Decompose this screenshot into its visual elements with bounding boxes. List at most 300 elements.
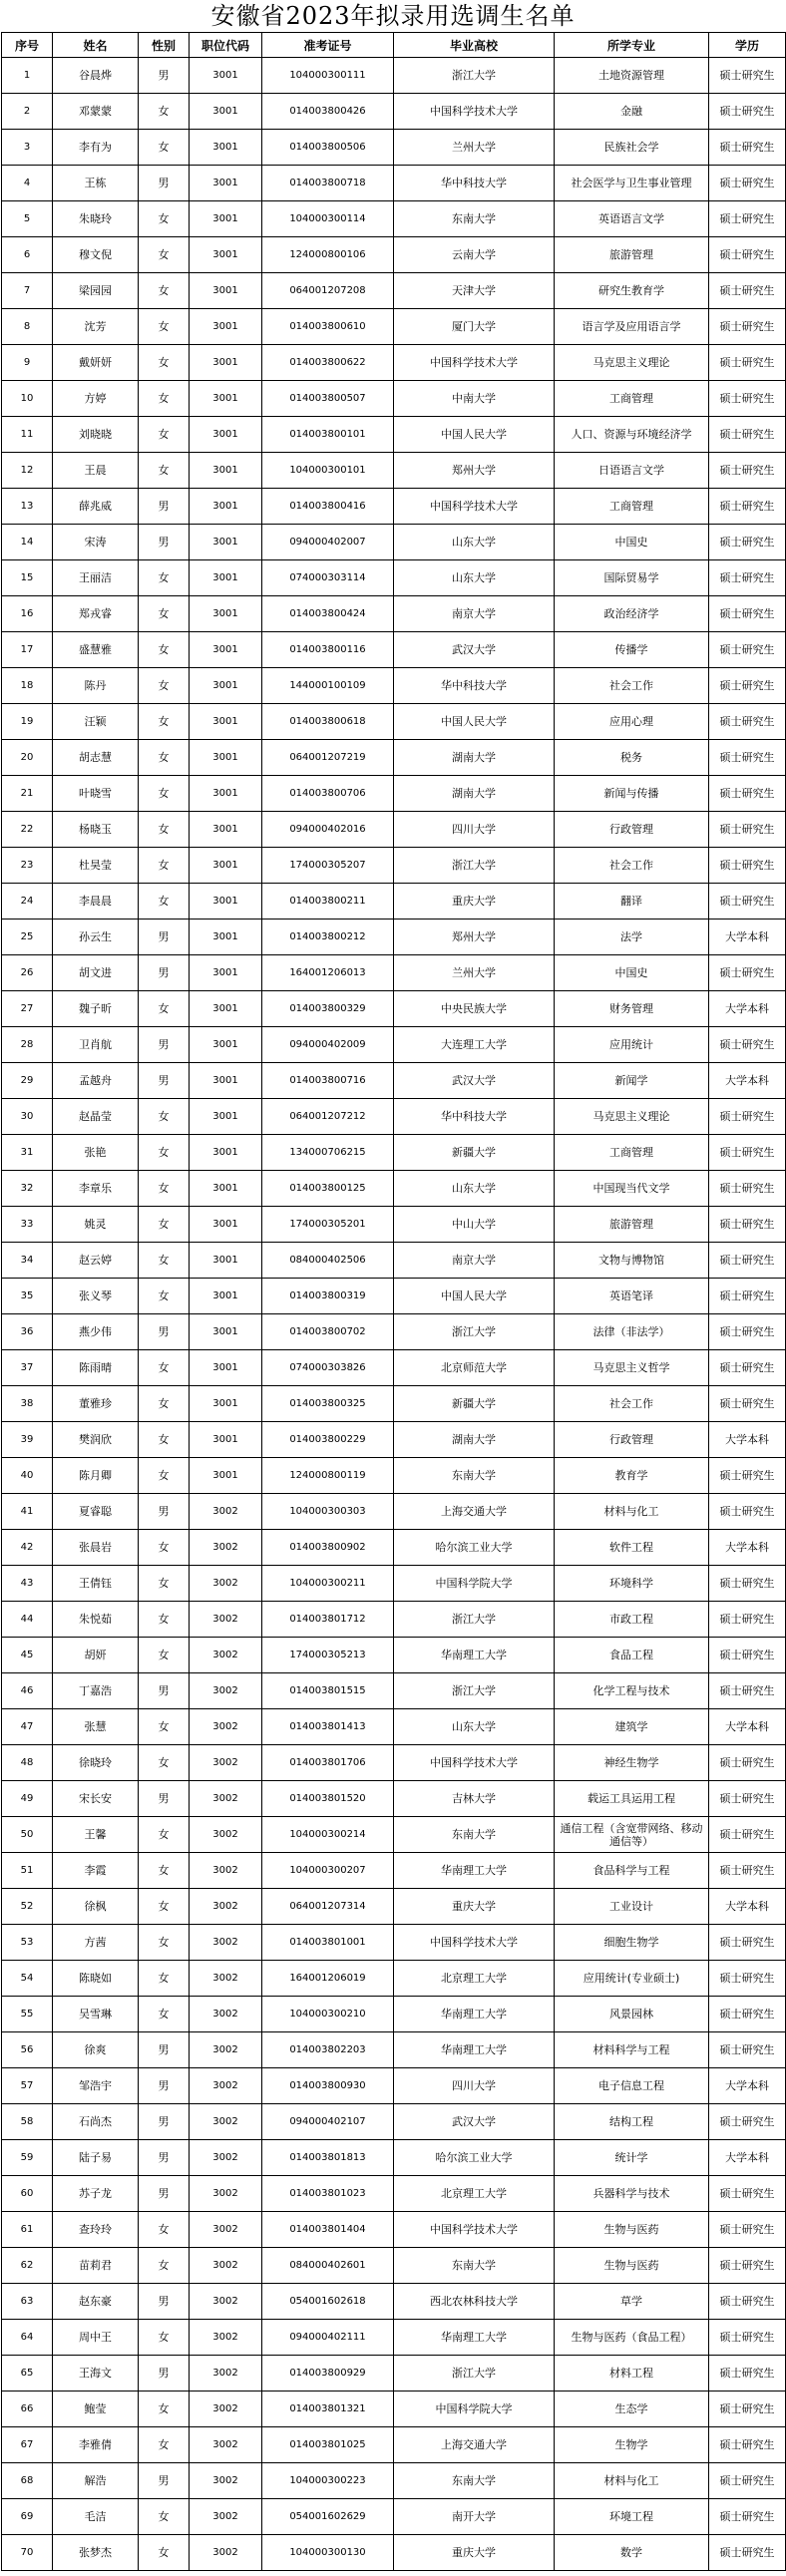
serial-cell: 40 — [2, 1458, 53, 1494]
degree-cell: 硕士研究生 — [709, 1566, 786, 1602]
position-code-cell: 3002 — [190, 1602, 262, 1638]
gender-cell: 女 — [139, 1207, 190, 1243]
major-cell: 软件工程 — [555, 1530, 709, 1566]
degree-cell: 硕士研究生 — [709, 776, 786, 812]
serial-cell: 46 — [2, 1673, 53, 1709]
degree-cell: 大学本科 — [709, 991, 786, 1027]
gender-cell: 男 — [139, 58, 190, 94]
university-cell: 山东大学 — [394, 560, 555, 596]
table-row — [2, 776, 786, 812]
degree-cell: 硕士研究生 — [709, 596, 786, 632]
table-row — [2, 1961, 786, 1997]
degree-cell: 大学本科 — [709, 2068, 786, 2104]
table-row — [2, 1602, 786, 1638]
name-cell: 张艳 — [53, 1135, 139, 1171]
serial-cell: 17 — [2, 632, 53, 668]
exam-id-cell: 104000300223 — [262, 2463, 394, 2499]
major-cell: 统计学 — [555, 2140, 709, 2176]
exam-id-cell: 014003800706 — [262, 776, 394, 812]
university-cell: 浙江大学 — [394, 1673, 555, 1709]
university-cell: 东南大学 — [394, 201, 555, 237]
major-cell: 税务 — [555, 740, 709, 776]
major-cell: 环境科学 — [555, 1566, 709, 1602]
position-code-cell: 3001 — [190, 668, 262, 704]
name-cell: 樊润欣 — [53, 1422, 139, 1458]
table-row — [2, 1997, 786, 2032]
position-code-cell: 3002 — [190, 2248, 262, 2284]
university-cell: 吉林大学 — [394, 1781, 555, 1817]
position-code-cell: 3001 — [190, 560, 262, 596]
position-code-cell: 3001 — [190, 1279, 262, 1314]
name-cell: 孙云生 — [53, 920, 139, 955]
table-row — [2, 166, 786, 201]
degree-cell: 硕士研究生 — [709, 1673, 786, 1709]
serial-cell: 55 — [2, 1997, 53, 2032]
exam-id-cell: 014003800929 — [262, 2356, 394, 2392]
major-cell: 工商管理 — [555, 381, 709, 417]
position-code-cell: 3001 — [190, 848, 262, 884]
name-cell: 赵云婷 — [53, 1243, 139, 1279]
serial-cell: 13 — [2, 489, 53, 525]
exam-id-cell: 014003800212 — [262, 920, 394, 955]
serial-cell: 67 — [2, 2427, 53, 2463]
table-row — [2, 812, 786, 848]
position-code-cell: 3001 — [190, 1458, 262, 1494]
degree-cell: 硕士研究生 — [709, 273, 786, 309]
serial-cell: 51 — [2, 1853, 53, 1889]
name-cell: 孟越舟 — [53, 1063, 139, 1099]
name-cell: 卫肖航 — [53, 1027, 139, 1063]
exam-id-cell: 014003800211 — [262, 884, 394, 920]
serial-cell: 49 — [2, 1781, 53, 1817]
name-cell: 王海文 — [53, 2356, 139, 2392]
table-row — [2, 920, 786, 955]
gender-cell: 女 — [139, 2499, 190, 2535]
degree-cell: 大学本科 — [709, 1422, 786, 1458]
table-row — [2, 1530, 786, 1566]
university-cell: 北京理工大学 — [394, 2176, 555, 2212]
position-code-cell: 3002 — [190, 1494, 262, 1530]
gender-cell: 女 — [139, 201, 190, 237]
exam-id-cell: 094000402016 — [262, 812, 394, 848]
exam-id-cell: 014003801515 — [262, 1673, 394, 1709]
exam-id-cell: 094000402007 — [262, 525, 394, 560]
degree-cell: 硕士研究生 — [709, 453, 786, 489]
exam-id-cell: 164001206013 — [262, 955, 394, 991]
major-cell: 神经生物学 — [555, 1745, 709, 1781]
major-cell: 中国史 — [555, 525, 709, 560]
degree-cell: 硕士研究生 — [709, 1602, 786, 1638]
university-cell: 郑州大学 — [394, 920, 555, 955]
name-cell: 杨晓玉 — [53, 812, 139, 848]
exam-id-cell: 104000300303 — [262, 1494, 394, 1530]
position-code-cell: 3002 — [190, 1817, 262, 1853]
university-cell: 中国科学技术大学 — [394, 345, 555, 381]
university-cell: 浙江大学 — [394, 1314, 555, 1350]
degree-cell: 硕士研究生 — [709, 1781, 786, 1817]
degree-cell: 硕士研究生 — [709, 1099, 786, 1135]
exam-id-header: 准考证号 — [262, 33, 394, 58]
serial-cell: 32 — [2, 1171, 53, 1207]
position-code-cell: 3002 — [190, 1709, 262, 1745]
major-cell: 通信工程（含宽带网络、移动通信等） — [555, 1817, 709, 1853]
degree-cell: 硕士研究生 — [709, 1997, 786, 2032]
major-cell: 应用统计 — [555, 1027, 709, 1063]
exam-id-cell: 014003800618 — [262, 704, 394, 740]
position-code-cell: 3001 — [190, 381, 262, 417]
serial-cell: 21 — [2, 776, 53, 812]
gender-cell: 女 — [139, 2320, 190, 2356]
gender-cell: 男 — [139, 525, 190, 560]
exam-id-cell: 174000305201 — [262, 1207, 394, 1243]
serial-cell: 54 — [2, 1961, 53, 1997]
degree-cell: 硕士研究生 — [709, 130, 786, 166]
university-cell: 华中科技大学 — [394, 668, 555, 704]
position-code-cell: 3001 — [190, 309, 262, 345]
gender-cell: 女 — [139, 1925, 190, 1961]
position-code-cell: 3001 — [190, 1171, 262, 1207]
gender-cell: 男 — [139, 2284, 190, 2320]
table-row — [2, 309, 786, 345]
position-code-cell: 3002 — [190, 1925, 262, 1961]
table-row — [2, 704, 786, 740]
table-row — [2, 991, 786, 1027]
table-row — [2, 955, 786, 991]
serial-cell: 29 — [2, 1063, 53, 1099]
major-cell: 旅游管理 — [555, 1207, 709, 1243]
exam-id-cell: 014003800101 — [262, 417, 394, 453]
name-cell: 魏子昕 — [53, 991, 139, 1027]
table-row — [2, 417, 786, 453]
gender-cell: 男 — [139, 2463, 190, 2499]
name-cell: 盛慧雅 — [53, 632, 139, 668]
serial-cell: 38 — [2, 1386, 53, 1422]
position-code-cell: 3001 — [190, 1350, 262, 1386]
table-row — [2, 884, 786, 920]
degree-header: 学历 — [709, 33, 786, 58]
table-row — [2, 2320, 786, 2356]
table-row — [2, 2535, 786, 2571]
serial-cell: 11 — [2, 417, 53, 453]
major-cell: 环境工程 — [555, 2499, 709, 2535]
table-row — [2, 596, 786, 632]
table-row — [2, 2176, 786, 2212]
name-cell: 丁嘉浩 — [53, 1673, 139, 1709]
university-cell: 浙江大学 — [394, 1602, 555, 1638]
university-cell: 中国科学技术大学 — [394, 94, 555, 130]
position-code-cell: 3002 — [190, 1638, 262, 1673]
name-cell: 陈丹 — [53, 668, 139, 704]
position-code-cell: 3002 — [190, 2427, 262, 2463]
serial-cell: 19 — [2, 704, 53, 740]
gender-cell: 女 — [139, 560, 190, 596]
university-cell: 山东大学 — [394, 525, 555, 560]
degree-cell: 硕士研究生 — [709, 237, 786, 273]
serial-cell: 12 — [2, 453, 53, 489]
serial-cell: 20 — [2, 740, 53, 776]
exam-id-cell: 014003800507 — [262, 381, 394, 417]
university-cell: 新疆大学 — [394, 1386, 555, 1422]
roster-table — [1, 32, 786, 2571]
university-cell: 华南理工大学 — [394, 1997, 555, 2032]
name-cell: 张义琴 — [53, 1279, 139, 1314]
exam-id-cell: 014003800610 — [262, 309, 394, 345]
position-code-header: 职位代码 — [190, 33, 262, 58]
gender-cell: 男 — [139, 1063, 190, 1099]
table-row — [2, 381, 786, 417]
serial-cell: 2 — [2, 94, 53, 130]
degree-cell: 硕士研究生 — [709, 1314, 786, 1350]
position-code-cell: 3001 — [190, 58, 262, 94]
university-cell: 中国科学院大学 — [394, 1566, 555, 1602]
name-cell: 解浩 — [53, 2463, 139, 2499]
position-code-cell: 3002 — [190, 1673, 262, 1709]
major-cell: 英语笔译 — [555, 1279, 709, 1314]
exam-id-cell: 014003800426 — [262, 94, 394, 130]
position-code-cell: 3001 — [190, 596, 262, 632]
table-row — [2, 1207, 786, 1243]
serial-cell: 14 — [2, 525, 53, 560]
major-cell: 旅游管理 — [555, 237, 709, 273]
serial-cell: 60 — [2, 2176, 53, 2212]
degree-cell: 大学本科 — [709, 2140, 786, 2176]
degree-cell: 硕士研究生 — [709, 2104, 786, 2140]
degree-cell: 大学本科 — [709, 1530, 786, 1566]
table-row — [2, 2499, 786, 2535]
major-cell: 生态学 — [555, 2392, 709, 2427]
major-cell: 载运工具运用工程 — [555, 1781, 709, 1817]
major-cell: 工商管理 — [555, 489, 709, 525]
major-cell: 行政管理 — [555, 1422, 709, 1458]
university-cell: 山东大学 — [394, 1171, 555, 1207]
degree-cell: 硕士研究生 — [709, 525, 786, 560]
major-cell: 语言学及应用语言学 — [555, 309, 709, 345]
position-code-cell: 3002 — [190, 2284, 262, 2320]
gender-cell: 男 — [139, 2032, 190, 2068]
serial-cell: 36 — [2, 1314, 53, 1350]
name-cell: 徐爽 — [53, 2032, 139, 2068]
exam-id-cell: 174000305213 — [262, 1638, 394, 1673]
position-code-cell: 3001 — [190, 1027, 262, 1063]
name-cell: 叶晓雪 — [53, 776, 139, 812]
exam-id-cell: 014003800116 — [262, 632, 394, 668]
serial-cell: 52 — [2, 1889, 53, 1925]
degree-cell: 硕士研究生 — [709, 1853, 786, 1889]
university-cell: 上海交通大学 — [394, 2427, 555, 2463]
name-cell: 朱悦茹 — [53, 1602, 139, 1638]
gender-cell: 女 — [139, 2212, 190, 2248]
gender-cell: 男 — [139, 1314, 190, 1350]
major-cell: 马克思主义理论 — [555, 345, 709, 381]
major-cell: 研究生教育学 — [555, 273, 709, 309]
exam-id-cell: 014003800329 — [262, 991, 394, 1027]
table-row — [2, 237, 786, 273]
name-cell: 沈芳 — [53, 309, 139, 345]
serial-cell: 37 — [2, 1350, 53, 1386]
gender-cell: 女 — [139, 740, 190, 776]
university-cell: 华中科技大学 — [394, 1099, 555, 1135]
gender-cell: 男 — [139, 2176, 190, 2212]
major-cell: 食品工程 — [555, 1638, 709, 1673]
university-cell: 云南大学 — [394, 237, 555, 273]
exam-id-cell: 014003801001 — [262, 1925, 394, 1961]
degree-cell: 硕士研究生 — [709, 94, 786, 130]
major-cell: 生物与医药（食品工程） — [555, 2320, 709, 2356]
major-cell: 结构工程 — [555, 2104, 709, 2140]
major-cell: 社会工作 — [555, 668, 709, 704]
gender-header: 性别 — [139, 33, 190, 58]
table-row — [2, 2068, 786, 2104]
position-code-cell: 3001 — [190, 525, 262, 560]
position-code-cell: 3002 — [190, 1961, 262, 1997]
gender-cell: 女 — [139, 884, 190, 920]
major-cell: 日语语言文学 — [555, 453, 709, 489]
major-cell: 生物与医药 — [555, 2212, 709, 2248]
gender-cell: 男 — [139, 955, 190, 991]
table-row — [2, 1314, 786, 1350]
gender-cell: 女 — [139, 848, 190, 884]
university-cell: 华南理工大学 — [394, 1853, 555, 1889]
university-cell: 重庆大学 — [394, 1889, 555, 1925]
name-cell: 李有为 — [53, 130, 139, 166]
table-row — [2, 1422, 786, 1458]
table-row — [2, 2392, 786, 2427]
major-cell: 材料工程 — [555, 2356, 709, 2392]
major-cell: 金融 — [555, 94, 709, 130]
gender-cell: 女 — [139, 596, 190, 632]
exam-id-cell: 014003800506 — [262, 130, 394, 166]
degree-cell: 硕士研究生 — [709, 2356, 786, 2392]
table-row — [2, 2427, 786, 2463]
name-cell: 穆文倪 — [53, 237, 139, 273]
gender-cell: 女 — [139, 2427, 190, 2463]
degree-cell: 硕士研究生 — [709, 1027, 786, 1063]
name-cell: 赵东豪 — [53, 2284, 139, 2320]
degree-cell: 硕士研究生 — [709, 2392, 786, 2427]
serial-cell: 31 — [2, 1135, 53, 1171]
gender-cell: 女 — [139, 1961, 190, 1997]
university-cell: 华中科技大学 — [394, 166, 555, 201]
gender-cell: 女 — [139, 1135, 190, 1171]
table-row — [2, 2284, 786, 2320]
university-cell: 中国科学技术大学 — [394, 1745, 555, 1781]
table-row — [2, 2140, 786, 2176]
gender-cell: 女 — [139, 632, 190, 668]
name-cell: 宋长安 — [53, 1781, 139, 1817]
degree-cell: 硕士研究生 — [709, 2427, 786, 2463]
name-cell: 苏子龙 — [53, 2176, 139, 2212]
position-code-cell: 3001 — [190, 1207, 262, 1243]
exam-id-cell: 104000300130 — [262, 2535, 394, 2571]
university-cell: 兰州大学 — [394, 130, 555, 166]
exam-id-cell: 104000300214 — [262, 1817, 394, 1853]
gender-cell: 女 — [139, 2392, 190, 2427]
serial-cell: 23 — [2, 848, 53, 884]
table-row — [2, 1709, 786, 1745]
serial-cell: 18 — [2, 668, 53, 704]
major-cell: 工商管理 — [555, 1135, 709, 1171]
major-cell: 中国现当代文学 — [555, 1171, 709, 1207]
position-code-cell: 3001 — [190, 632, 262, 668]
gender-cell: 男 — [139, 1027, 190, 1063]
major-cell: 材料科学与工程 — [555, 2032, 709, 2068]
serial-cell: 56 — [2, 2032, 53, 2068]
gender-cell: 女 — [139, 1386, 190, 1422]
exam-id-cell: 074000303114 — [262, 560, 394, 596]
name-cell: 王栋 — [53, 166, 139, 201]
major-cell: 民族社会学 — [555, 130, 709, 166]
position-code-cell: 3001 — [190, 489, 262, 525]
serial-cell: 35 — [2, 1279, 53, 1314]
degree-cell: 硕士研究生 — [709, 1817, 786, 1853]
position-code-cell: 3002 — [190, 2392, 262, 2427]
position-code-cell: 3001 — [190, 237, 262, 273]
name-cell: 李晨晨 — [53, 884, 139, 920]
serial-cell: 24 — [2, 884, 53, 920]
university-cell: 中国科学技术大学 — [394, 489, 555, 525]
major-cell: 社会工作 — [555, 1386, 709, 1422]
name-cell: 胡妍 — [53, 1638, 139, 1673]
exam-id-cell: 014003802203 — [262, 2032, 394, 2068]
name-cell: 戴妍妍 — [53, 345, 139, 381]
exam-id-cell: 124000800119 — [262, 1458, 394, 1494]
exam-id-cell: 014003801712 — [262, 1602, 394, 1638]
gender-cell: 女 — [139, 309, 190, 345]
gender-cell: 女 — [139, 1279, 190, 1314]
degree-cell: 大学本科 — [709, 1709, 786, 1745]
position-code-cell: 3001 — [190, 1099, 262, 1135]
degree-cell: 硕士研究生 — [709, 381, 786, 417]
major-cell: 教育学 — [555, 1458, 709, 1494]
exam-id-cell: 094000402111 — [262, 2320, 394, 2356]
serial-cell: 28 — [2, 1027, 53, 1063]
gender-cell: 女 — [139, 1602, 190, 1638]
major-cell: 社会医学与卫生事业管理 — [555, 166, 709, 201]
name-cell: 王晨 — [53, 453, 139, 489]
name-cell: 周中王 — [53, 2320, 139, 2356]
degree-cell: 硕士研究生 — [709, 309, 786, 345]
degree-cell: 硕士研究生 — [709, 848, 786, 884]
serial-cell: 65 — [2, 2356, 53, 2392]
major-cell: 应用统计(专业硕士) — [555, 1961, 709, 1997]
gender-cell: 男 — [139, 166, 190, 201]
major-cell: 人口、资源与环境经济学 — [555, 417, 709, 453]
gender-cell: 女 — [139, 776, 190, 812]
table-row — [2, 201, 786, 237]
exam-id-cell: 104000300207 — [262, 1853, 394, 1889]
university-cell: 湖南大学 — [394, 776, 555, 812]
gender-cell: 女 — [139, 1817, 190, 1853]
position-code-cell: 3001 — [190, 94, 262, 130]
exam-id-cell: 144000100109 — [262, 668, 394, 704]
university-cell: 中央民族大学 — [394, 991, 555, 1027]
position-code-cell: 3001 — [190, 273, 262, 309]
university-cell: 中国科学院大学 — [394, 2392, 555, 2427]
position-code-cell: 3002 — [190, 1853, 262, 1889]
degree-cell: 硕士研究生 — [709, 1279, 786, 1314]
position-code-cell: 3001 — [190, 1422, 262, 1458]
position-code-cell: 3002 — [190, 1997, 262, 2032]
exam-id-cell: 064001207212 — [262, 1099, 394, 1135]
name-cell: 邓蒙蒙 — [53, 94, 139, 130]
serial-cell: 47 — [2, 1709, 53, 1745]
exam-id-cell: 164001206019 — [262, 1961, 394, 1997]
gender-cell: 女 — [139, 812, 190, 848]
exam-id-cell: 054001602629 — [262, 2499, 394, 2535]
position-code-cell: 3001 — [190, 776, 262, 812]
serial-header: 序号 — [2, 33, 53, 58]
university-cell: 上海交通大学 — [394, 1494, 555, 1530]
